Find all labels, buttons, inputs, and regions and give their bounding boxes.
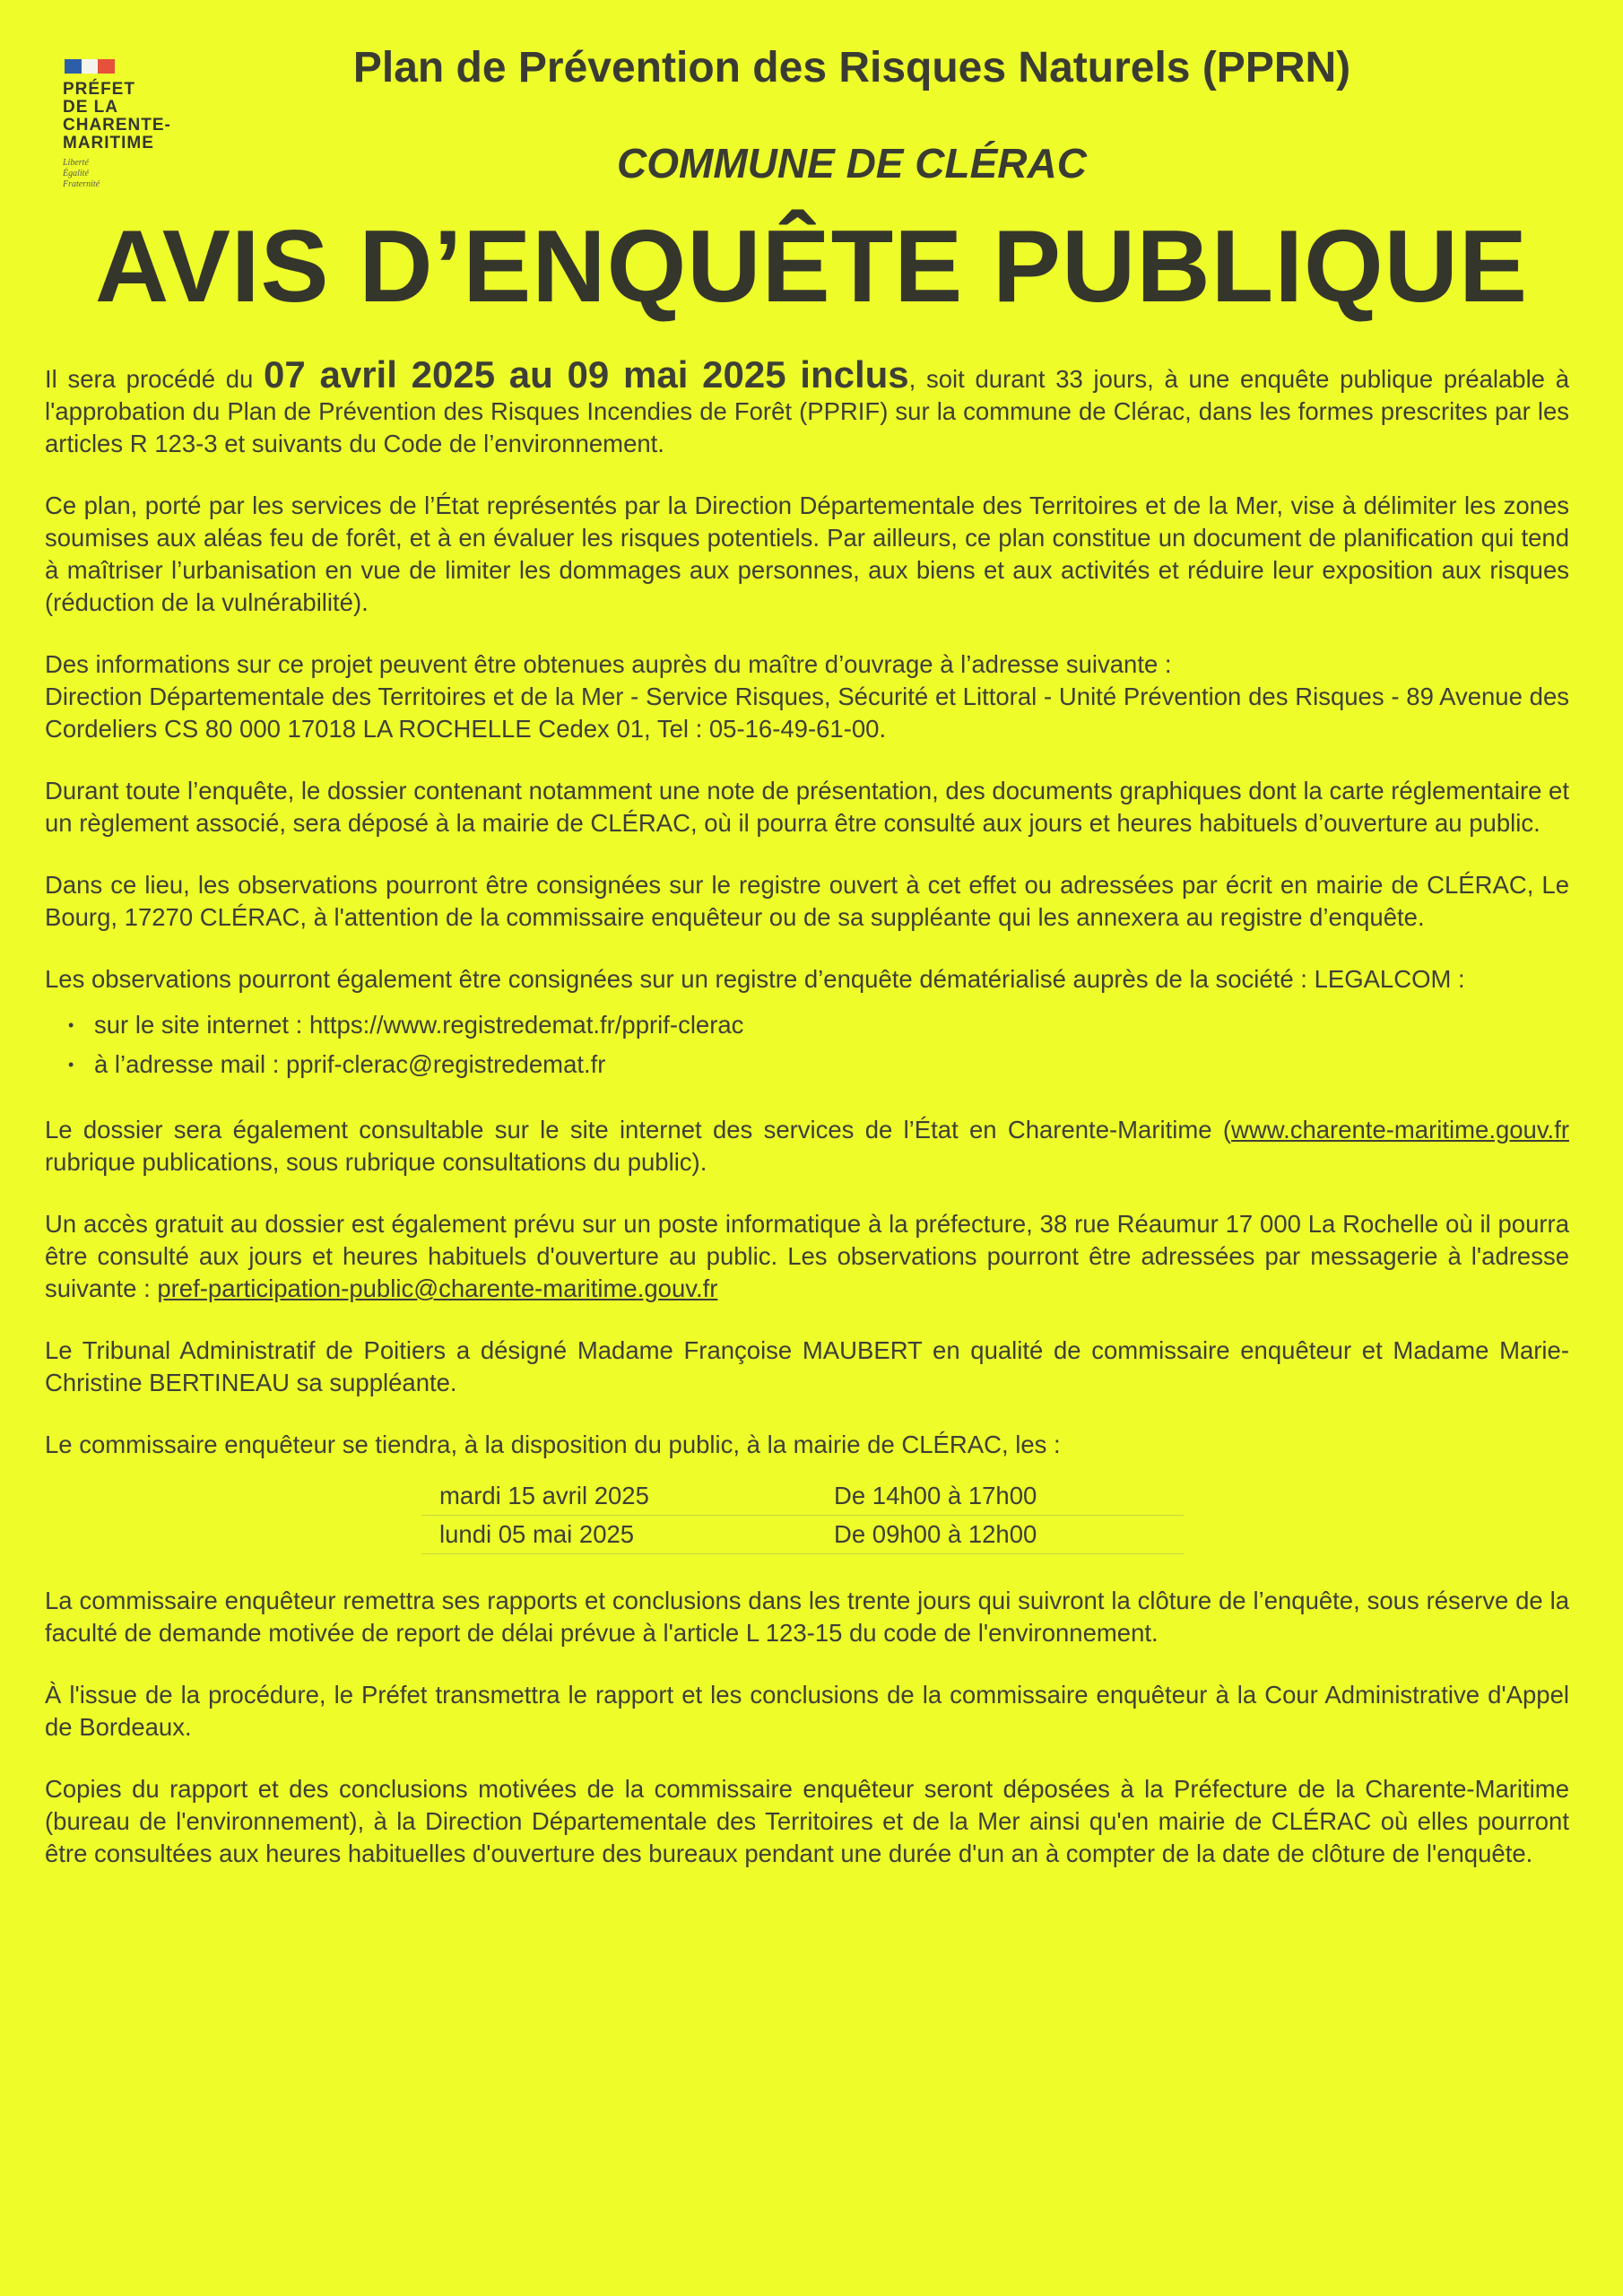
notice-heading: AVIS D’ENQUÊTE PUBLIQUE [94,210,1529,324]
commissioner-paragraph: Le Tribunal Administratif de Poitiers a désigné Madame Françoise MAUBERT en qualité de commissaire enquêteur et Madame Marie-Christine BERTINEAU sa suppléante. [45,1336,1569,1396]
schedule-time: De 14h00 à 17h00 [816,1477,1184,1516]
dossier-paragraph: Durant toute l’enquête, le dossier contenant notamment une note de présentation, des documents graphiques dont la carte réglementaire et un règlement associé, sera déposé à la mairie de CLÉRAC, où il pourra être consulté aux jours et heures habituels d’ouverture au public. [45,777,1569,837]
logo-line: PRÉFET [63,80,135,99]
observations-paragraph: Dans ce lieu, les observations pourront être consignées sur le registre ouvert à cet effet ou adressées par écrit en mairie de CLÉRAC, Le Bourg, 17270 CLÉRAC, à l'attention de la commissaire enquêteur ou de sa suppléante qui les annexera au registre d’enquête. [45,871,1569,931]
procedure-end-paragraph: À l'issue de la procédure, le Préfet transmettra le rapport et les conclusions de la commissaire enquêteur à la Cour Administrative d'Appel de Bordeaux. [45,1681,1569,1741]
online-register-list [45,1005,1569,1084]
commune-name: COMMUNE DE CLÉRAC [617,140,1087,187]
table-row [421,1477,1184,1516]
prefecture-website-link[interactable]: www.charente-maritime.gouv.fr [1231,1116,1569,1144]
permanence-schedule [421,1477,1184,1554]
ddtm-address: Direction Départementale des Territoires et de la Mer - Service Risques, Sécurité et Littoral - Unité Prévention des Risques - 89 Avenue des Cordeliers CS 80 000 17018 LA ROCHELLE Cedex 01, Tel : 05-16-49-61-00. [45,683,1569,743]
online-register-paragraph: Les observations pourront également être consignées sur un registre d’enquête dématérialisé auprès de la société : LEGALCOM : [45,965,1465,993]
information-paragraph: Des informations sur ce projet peuvent être obtenues auprès du maître d’ouvrage à l’adresse suivante : Direction Départementale des Territoires et de la Mer - Service Risques, Sécurité et Littoral - Unité Prévention des Risques - 89 Avenue des Cordeliers CS 80 000 17018 LA ROCHELLE Cedex 01, Tel : 05-16-49-61-00. [45,650,1569,743]
republic-motto [63,158,197,190]
participation-email-link[interactable]: pref-participation-public@charente-maritime.gouv.fr [157,1274,718,1302]
table-row [421,1516,1184,1554]
website-paragraph: Le dossier sera également consultable sur le site internet des services de l’État en Charente-Maritime (www.charente-maritime.gouv.fr rubrique publications, sous rubrique consultations du public). [45,1116,1569,1176]
schedule-day: mardi 15 avril 2025 [421,1477,816,1516]
schedule-time: De 09h00 à 12h00 [816,1516,1184,1554]
logo-line: DE LA [63,98,118,117]
intro-paragraph: Il sera procédé du 07 avril 2025 au 09 mai 2025 inclus, soit durant 33 jours, à une enquête publique préalable à l'approbation du Plan de Prévention des Risques Incendies de Forêt (PPRIF) sur la commune de Clérac, dans les formes prescrites par les articles R 123-3 et suivants du Code de l’environnement. [45,353,1569,457]
motto-line: Liberté [63,158,89,168]
list-item: • à l’adresse mail : pprif-clerac@registredemat.fr [45,1045,1569,1084]
report-paragraph: La commissaire enquêteur remettra ses rapports et conclusions dans les trente jours qui suivront la clôture de l’enquête, sous réserve de la faculté de demande motivée de report de délai prévue à l'article L 123-15 du code de l'environnement. [45,1587,1569,1647]
schedule-day: lundi 05 mai 2025 [421,1516,816,1554]
logo-line: CHARENTE- [63,116,171,135]
plan-description-paragraph: Ce plan, porté par les services de l’État représentés par la Direction Départementale des Territoires et de la Mer, vise à délimiter les zones soumises aux aléas feu de forêt, et à en évaluer les risques potentiels. Par ailleurs, ce plan constitue un document de planification qui tend à maîtriser l’urbanisation en vue de limiter les dommages aux personnes, aux biens et aux activités et réduire leur exposition aux risques (réduction de la vulnérabilité). [45,491,1569,616]
prefecture-access-paragraph: Un accès gratuit au dossier est également prévu sur un poste informatique à la préfecture, 38 rue Réaumur 17 000 La Rochelle où il pourra être consulté aux jours et heures habituels d'ouverture au public. Les observations pourront être adressées par messagerie à l'adresse suivante : pref-participation-public@charente-maritime.gouv.fr [45,1210,1569,1302]
prefecture-logo [63,59,197,190]
plan-title: Plan de Prévention des Risques Naturels (PPRN) [352,44,1351,91]
permanence-paragraph: Le commissaire enquêteur se tiendra, à la disposition du public, à la mairie de CLÉRAC, les : [45,1431,1061,1458]
notice-body [45,353,1569,1900]
inquiry-dates: 07 avril 2025 au 09 mai 2025 inclus [264,353,909,396]
motto-line: Égalité [63,169,89,178]
list-item: • sur le site internet : https://www.registredemat.fr/pprif-clerac [45,1005,1569,1045]
logo-line: MARITIME [63,134,154,152]
french-flag-icon [65,59,115,74]
motto-line: Fraternité [63,179,100,189]
copies-paragraph: Copies du rapport et des conclusions motivées de la commissaire enquêteur seront déposées à la Préfecture de la Charente-Maritime (bureau de l'environnement), à la Direction Départementale des Territoires et de la Mer ainsi qu'en mairie de CLÉRAC où elles pourront être consultées aux heures habituelles d'ouverture des bureaux pendant une durée d'un an à compter de la date de clôture de l'enquête. [45,1775,1569,1867]
